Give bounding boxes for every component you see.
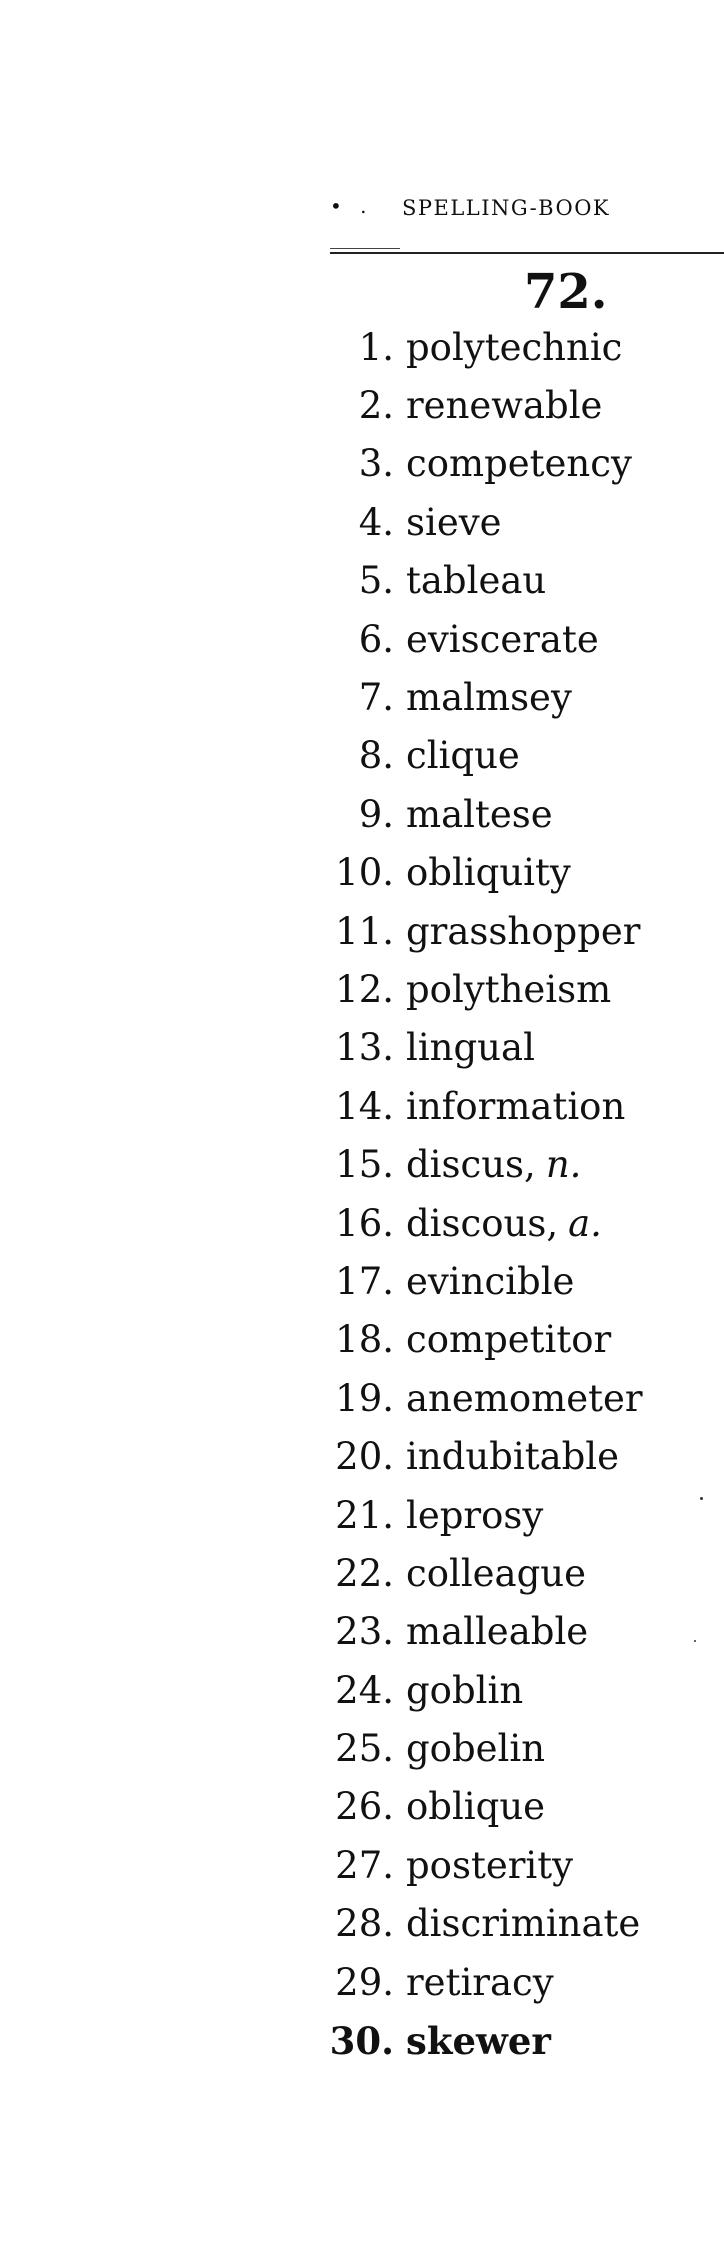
word-entry [300, 668, 643, 726]
entry-number: 6. [358, 617, 394, 661]
entry-word: malmsey [406, 676, 572, 720]
word-entry [300, 552, 643, 610]
word-entry [300, 435, 643, 493]
entry-word: gobelin [406, 1727, 546, 1771]
entry-number: 28. [335, 1902, 394, 1946]
header-title: SPELLING-BOOK [402, 196, 611, 220]
word-entry [300, 2011, 643, 2069]
word-entry [300, 1194, 643, 1252]
word-entry [300, 1719, 643, 1777]
entry-number: 24. [335, 1668, 394, 1712]
entry-number: 2. [358, 384, 394, 428]
part-of-speech: n. [545, 1143, 582, 1187]
word-entry [300, 844, 643, 902]
entry-number: 5. [358, 559, 394, 603]
word-entry [300, 1252, 643, 1310]
word-entry [300, 1895, 643, 1953]
print-speck [694, 1640, 696, 1642]
word-entry [300, 1836, 643, 1894]
word-entry [300, 1311, 643, 1369]
entry-word: eviscerate [406, 617, 599, 661]
entry-word: renewable [406, 384, 603, 428]
entry-word: maltese [406, 792, 553, 836]
word-entry [300, 610, 643, 668]
entry-number: 25. [335, 1727, 394, 1771]
entry-word: anemometer [406, 1376, 643, 1420]
word-entry [300, 1369, 643, 1427]
word-entry [300, 785, 643, 843]
entry-word: goblin [406, 1668, 524, 1712]
entry-number: 21. [335, 1493, 394, 1537]
entry-number: 13. [335, 1026, 394, 1070]
entry-word: lingual [406, 1026, 535, 1070]
print-speck [700, 1497, 703, 1500]
entry-word: clique [406, 734, 520, 778]
word-entry [300, 902, 643, 960]
word-entry [300, 376, 643, 434]
entry-number: 20. [335, 1435, 394, 1479]
entry-number: 29. [335, 1960, 394, 2004]
word-entry [300, 1661, 643, 1719]
entry-number: 18. [335, 1318, 394, 1362]
word-entry [300, 1019, 643, 1077]
entry-word: grasshopper [406, 909, 641, 953]
entry-number: 9. [358, 792, 394, 836]
entry-word: oblique [406, 1785, 546, 1829]
header-rule [330, 252, 724, 254]
entry-number: 15. [335, 1143, 394, 1187]
word-entry [300, 1953, 643, 2011]
word-entry [300, 727, 643, 785]
word-entry [300, 1135, 643, 1193]
entry-number: 1. [358, 325, 394, 369]
entry-number: 4. [358, 500, 394, 544]
section-number: 72. [524, 264, 608, 320]
entry-word: discus, [406, 1143, 536, 1187]
entry-word: evincible [406, 1259, 575, 1303]
entry-number: 7. [358, 676, 394, 720]
entry-word: polytechnic [406, 325, 623, 369]
word-entry [300, 1486, 643, 1544]
entry-number: 3. [358, 442, 394, 486]
entry-word: competitor [406, 1318, 612, 1362]
entry-word: malleable [406, 1610, 589, 1654]
entry-word: retiracy [406, 1960, 554, 2004]
word-entry [300, 1427, 643, 1485]
entry-number: 16. [335, 1201, 394, 1245]
part-of-speech: a. [568, 1201, 602, 1245]
entry-word: obliquity [406, 851, 571, 895]
word-entry [300, 1544, 643, 1602]
entry-number: 8. [358, 734, 394, 778]
word-entry [300, 960, 643, 1018]
entry-number: 26. [335, 1785, 394, 1829]
word-list [300, 318, 643, 2070]
running-header [330, 190, 724, 230]
entry-word: discous, [406, 1201, 559, 1245]
entry-word: polytheism [406, 967, 612, 1011]
entry-number: 10. [335, 851, 394, 895]
entry-word: competency [406, 442, 632, 486]
entry-number: 22. [335, 1551, 394, 1595]
entry-word: colleague [406, 1551, 587, 1595]
entry-word: posterity [406, 1843, 574, 1887]
entry-number: 30. [329, 2018, 394, 2063]
word-entry [300, 493, 643, 551]
word-entry [300, 1603, 643, 1661]
entry-word: discriminate [406, 1902, 641, 1946]
entry-number: 17. [335, 1259, 394, 1303]
entry-word: information [406, 1084, 626, 1128]
entry-word: leprosy [406, 1493, 544, 1537]
entry-word: indubitable [406, 1435, 620, 1479]
header-ornament: • . [330, 194, 373, 218]
entry-word: sieve [406, 500, 502, 544]
entry-number: 27. [335, 1843, 394, 1887]
word-entry [300, 318, 643, 376]
word-entry [300, 1778, 643, 1836]
entry-word: tableau [406, 559, 547, 603]
header-rule-short [330, 248, 400, 249]
entry-number: 23. [335, 1610, 394, 1654]
entry-number: 14. [335, 1084, 394, 1128]
entry-word: skewer [406, 2018, 551, 2063]
word-entry [300, 1077, 643, 1135]
entry-number: 11. [335, 909, 394, 953]
entry-number: 12. [335, 967, 394, 1011]
entry-number: 19. [335, 1376, 394, 1420]
